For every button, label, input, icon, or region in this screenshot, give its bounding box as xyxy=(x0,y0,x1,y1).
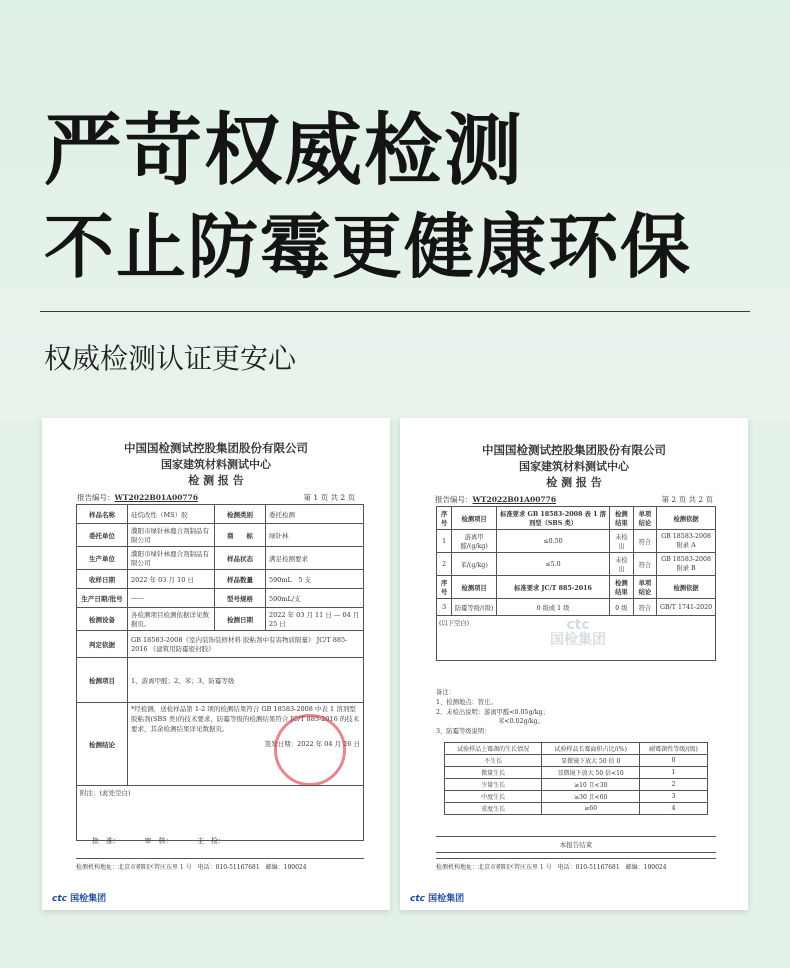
table-row: 收样日期 2022 年 03 月 10 日 样品数量 590mL 5 支 xyxy=(77,570,364,589)
table-row: 微量生长 显微镜下放大 50 倍<10 1 xyxy=(445,767,708,779)
signature-line: 批 准： 审 核： 主 检： xyxy=(92,837,225,845)
table-row: 2 苯/(g/kg) ≤5.0 未检出 符合 GB 18583-2008 附录 B xyxy=(437,553,716,576)
table-row: 生产日期/批号 —— 型号规格 590mL/支 xyxy=(77,589,364,608)
table-row: 中度生长 ≥30 且<60 3 xyxy=(445,791,708,803)
page-indicator: 第 1 页 共 2 页 xyxy=(303,492,355,502)
table-row: 1 游离甲醛/(g/kg) ≤0.50 未检出 符合 GB 18583-2008 附录 A xyxy=(437,530,716,553)
issue-date: 签发日期：2022 年 04 月 26 日 xyxy=(264,740,360,749)
table-row: 重度生长 ≥60 4 xyxy=(445,803,708,815)
watermark-logo: ctc 国检集团 xyxy=(550,617,606,649)
ctc-logo: ctc 国检集团 xyxy=(410,894,465,904)
table-row: 检测项目 1、游离甲醛；2、苯；3、防霉等级 xyxy=(77,658,364,703)
table-row: 附注：(此处空白) xyxy=(77,786,364,841)
table-header-row: 序号 检测项目 标准要求 JC/T 885-2016 检测结果 单项结论 检测依据 xyxy=(437,576,716,599)
table-row: 生产单位 濮阳市绿针林鹿合剂制品有限公司 样品状态 满足检测要求 xyxy=(77,547,364,570)
table-row: 3 防霉等级/(级) 0 级或 1 级 0 级 符合 GB/T 1741-2020 xyxy=(437,599,716,616)
table-row: 不生长 显微镜下放大 50 倍 0 0 xyxy=(445,755,708,767)
report-no-label: 报告编号： xyxy=(435,494,473,504)
table-row: 委托单位 濮阳市绿针林鹿合剂制品有限公司 商 标 绿针林 xyxy=(77,524,364,547)
report-doc-type: 检 测 报 告 xyxy=(188,473,244,487)
notes: 备注： 1、检测地点：管庄。 2、未检出说明：游离甲醛<0.05g/kg； 苯<0.02g/kg。 3、防霉等级说明： xyxy=(436,689,549,735)
report-meta xyxy=(400,494,748,505)
mold-grade-table xyxy=(444,742,708,815)
headline-subtitle: 不止防霉更健康环保 xyxy=(44,206,692,288)
report-no: WT2022B01A00776 xyxy=(114,492,199,502)
report-doc-type: 检 测 报 告 xyxy=(546,475,602,489)
report-org: 中国国检测试控股集团股份有限公司 xyxy=(482,443,666,457)
official-seal xyxy=(274,714,346,786)
report-no-label: 报告编号： xyxy=(77,492,115,502)
report-page-2 xyxy=(400,418,748,910)
section-caption: 权威检测认证更安心 xyxy=(44,342,297,375)
divider xyxy=(40,311,750,312)
report-org: 中国国检测试控股集团股份有限公司 xyxy=(124,441,308,455)
report-meta xyxy=(42,492,390,503)
table-row: 少量生长 ≥10 且<30 2 xyxy=(445,779,708,791)
table-row: 检测设备 各检测项目检测依据详见数据页。 检测日期 2022 年 03 月 11 日 — 04 月 25 日 xyxy=(77,608,364,631)
report-center: 国家建筑材料测试中心 xyxy=(161,457,271,471)
lab-address: 检测机构地址：北京市朝阳区管庄东里 1 号 电话：010-51167681 邮编：100024 xyxy=(76,858,364,871)
page-indicator: 第 2 页 共 2 页 xyxy=(661,494,713,504)
headline-title: 严苛权威检测 xyxy=(44,106,525,196)
table-row: 判定依据 GB 18583-2008《室内装饰装修材料 胶粘剂中有害物质限量》 JC/T 885-2016 《建筑用防霉密封胶》 xyxy=(77,631,364,658)
ctc-logo: ctc 国检集团 xyxy=(52,894,107,904)
lab-address: 检测机构地址：北京市朝阳区管庄东里 1 号 电话：010-51167681 邮编：100024 xyxy=(436,858,716,871)
report-page-1 xyxy=(42,418,390,910)
report-center: 国家建筑材料测试中心 xyxy=(519,459,629,473)
blank-note: (以下空白) xyxy=(437,616,716,661)
table-row: 样品名称 硅烷改性（MS）胶 检测类别 委托检测 xyxy=(77,505,364,524)
report-end: 本报告结束 xyxy=(436,836,716,853)
report-no: WT2022B01A00776 xyxy=(472,494,557,504)
report-info-table xyxy=(76,504,364,841)
table-header-row: 序号 检测项目 标准要求 GB 18583-2008 表 1 溶剂型（SBS 类） 检测结果 单项结论 检测依据 xyxy=(437,507,716,530)
table-row: 检测结论 *经检测，送检样品第 1-2 项的检测结果符合 GB 18583-2008 中表 1 溶剂型胶粘剂(SBS 类)的技术要求，防霉等级的检测结果符合 JC/T 885-2016 的技术要求，其余检测结果详见数据页。 签发日期：2022 年 04 月 26 日 xyxy=(77,703,364,786)
table-header-row: 试验样品上霉菌的生长情况 试验样品长霉面积占比/(%) 耐霉菌性等级/(级) xyxy=(445,743,708,755)
